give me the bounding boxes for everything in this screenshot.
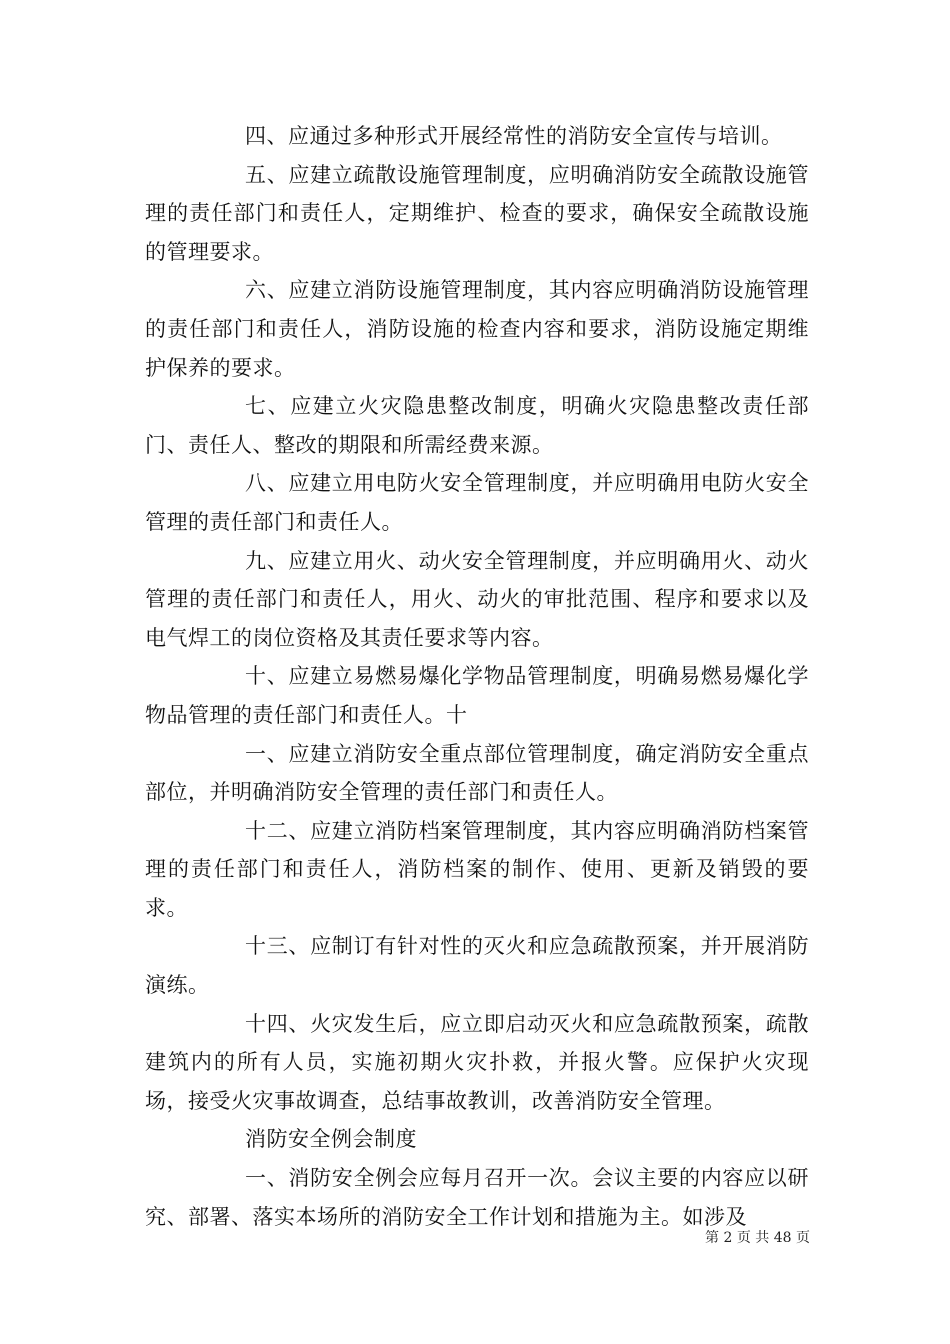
paragraph-item-10: 十、应建立易燃易爆化学物品管理制度，明确易燃易爆化学物品管理的责任部门和责任人。十 xyxy=(145,664,809,727)
paragraph-item-9: 九、应建立用火、动火安全管理制度，并应明确用火、动火管理的责任部门和责任人，用火、动火的审批范围、程序和要求以及电气焊工的岗位资格及其责任要求等内容。 xyxy=(145,548,809,650)
paragraph-item-meeting-1: 一、消防安全例会应每月召开一次。会议主要的内容应以研究、部署、落实本场所的消防安全工作计划和措施为主。如涉及 xyxy=(145,1166,809,1229)
section-heading: 消防安全例会制度 xyxy=(245,1127,417,1152)
paragraph-item-4: 四、应通过多种形式开展经常性的消防安全宣传与培训。 xyxy=(245,124,783,148)
paragraph-item-6: 六、应建立消防设施管理制度，其内容应明确消防设施管理的责任部门和责任人，消防设施的检查内容和要求，消防设施定期维护保养的要求。 xyxy=(145,278,809,380)
paragraph-item-11: 一、应建立消防安全重点部位管理制度，确定消防安全重点部位，并明确消防安全管理的责任部门和责任人。 xyxy=(145,741,809,805)
document-body xyxy=(145,117,809,1236)
paragraph-item-14: 十四、火灾发生后，应立即启动灭火和应急疏散预案，疏散建筑内的所有人员，实施初期火灾扑救，并报火警。应保护火灾现场，接受火灾事故调查，总结事故教训，改善消防安全管理。 xyxy=(145,1011,809,1113)
page-number-footer: 第 2 页 共 48 页 xyxy=(705,1230,810,1246)
paragraph-item-8: 八、应建立用电防火安全管理制度，并应明确用电防火安全管理的责任部门和责任人。 xyxy=(145,471,809,534)
paragraph-item-7: 七、应建立火灾隐患整改制度，明确火灾隐患整改责任部门、责任人、整改的期限和所需经费来源。 xyxy=(145,394,809,457)
paragraph-item-5: 五、应建立疏散设施管理制度，应明确消防安全疏散设施管理的责任部门和责任人，定期维护、检查的要求，确保安全疏散设施的管理要求。 xyxy=(145,162,809,264)
paragraph-item-12: 十二、应建立消防档案管理制度，其内容应明确消防档案管理的责任部门和责任人，消防档案的制作、使用、更新及销毁的要求。 xyxy=(145,818,809,920)
paragraph-item-13: 十三、应制订有针对性的灭火和应急疏散预案，并开展消防演练。 xyxy=(145,934,809,998)
